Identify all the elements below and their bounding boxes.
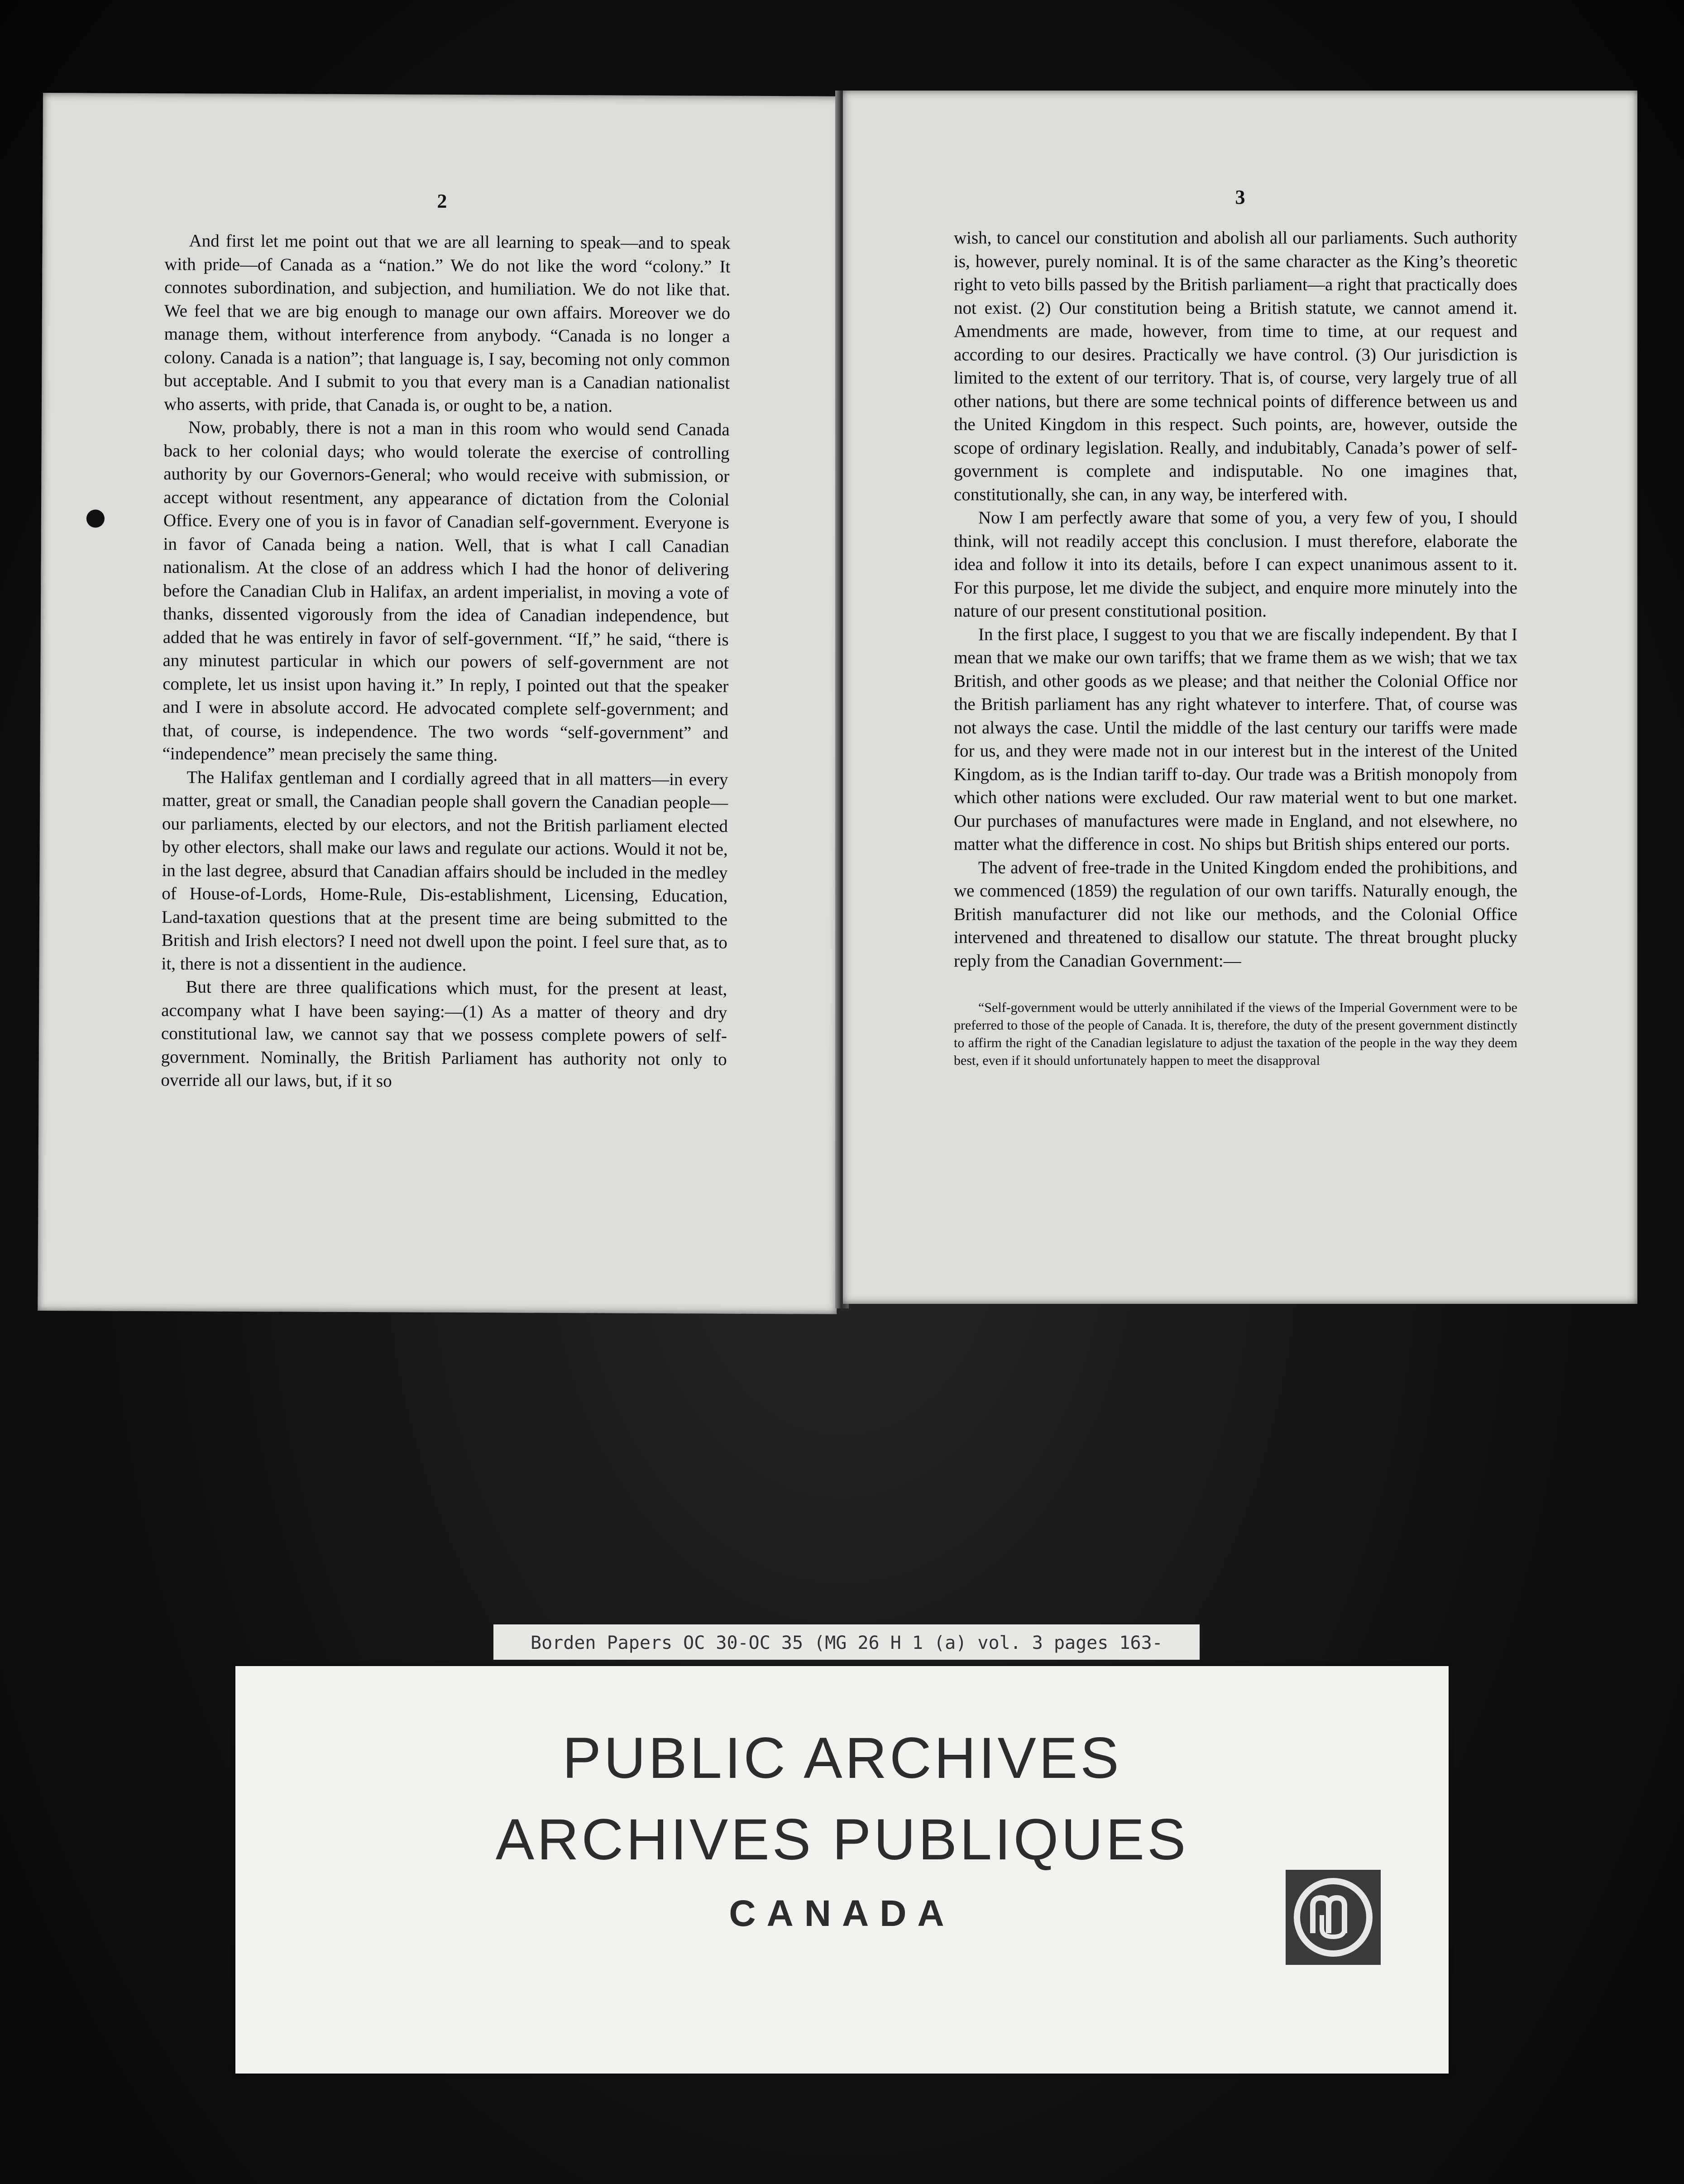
- archive-reference-slip: Borden Papers OC 30-OC 35 (MG 26 H 1 (a) vol. 3 pages 163-: [493, 1624, 1200, 1660]
- archive-title-english: PUBLIC ARCHIVES: [562, 1726, 1122, 1791]
- page-hole: [86, 509, 105, 527]
- page-number: 3: [1235, 186, 1245, 208]
- page-number: 2: [437, 190, 447, 212]
- microfilm-logo-icon: [1286, 1870, 1381, 1965]
- left-page: [38, 93, 842, 1314]
- archive-card: [235, 1666, 1449, 2074]
- right-page-text: [954, 226, 1517, 1069]
- archive-title-french: ARCHIVES PUBLIQUES: [495, 1807, 1189, 1872]
- paragraph: Now, probably, there is not a man in this room who would send Canada back to her colonial days; who would tolerate the exercise of controlling authority by our Governors-General; who would receive with submission, or accept without resentment, any appearance of dictation from the Colonial Office. Every one of you is in favor of Canadian self-government. Everyone is in favor of Canada being a nation. Well, that is what I call Canadian nationalism. At the close of an address which I had the honor of delivering before the Canadian Club in Halifax, an ardent imperialist, in moving a vote of thanks, dissented vigorously from the idea of Canadian independence, but added that he was entirely in favor of self-government. “If,” he said, “there is any minutest particular in which our powers of self-government are not complete, let us insist upon having it.” In reply, I pointed out that the speaker and I were in absolute accord. He advocated complete self-government; and that, of course, is independence. The two words “self-government” and “independence” mean precisely the same thing.: [162, 417, 730, 765]
- paragraph: The Halifax gentleman and I cordially agreed that in all matters—in every matter, great or small, the Canadian people shall govern the Canadian people—our parliaments, elected by our electors, and not the British parliament elected by other electors, shall make our laws and regulate our actions. Would it not be, in the last degree, absurd that Canadian affairs should be included in the medley of House-of-Lords, Home-Rule, Dis-establishment, Licensing, Education, Land-taxation questions that at the present time are being submitted to the British and Irish electors? I need not dwell upon the point. I feel sure that, as to it, there is not a dissentient in the audience.: [161, 767, 728, 975]
- archive-country: CANADA: [729, 1893, 955, 1934]
- paragraph: wish, to cancel our constitution and abolish all our parliaments. Such authority is, however, purely nominal. It is of the same character as the King’s theoretic right to veto bills passed by the British parliament—a right that practically does not exist. (2) Our constitution being a British statute, we cannot amend it. Amendments are made, however, from time to time, at our request and according to our desires. Practically we have control. (3) Our jurisdiction is limited to the extent of our territory. That is, of course, very largely true of all other nations, but there are some technical points of difference between us and the United Kingdom in this respect. Such points, are, however, outside the scope of ordinary legislation. Really, and indubitably, Canada’s power of self-government is complete and indisputable. No one imagines that, constitutionally, she can, in any way, be interfered with.: [954, 228, 1517, 504]
- paragraph: Now I am perfectly aware that some of you, a very few of you, I should think, will not readily accept this conclusion. I must therefore, elaborate the idea and follow it into its details, before I can expect unanimous assent to it. For this purpose, let me divide the subject, and enquire more minutely into the nature of our present constitutional position.: [954, 508, 1517, 621]
- paragraph: But there are three qualifications which must, for the present at least, accompany what I have been saying:—(1) As a matter of theory and dry constitutional law, we cannot say that we possess complete powers of self-government. Nominally, the British Parliament has authority not only to override all our laws, but, if it so: [161, 977, 727, 1091]
- left-page-text: [161, 229, 730, 1094]
- right-page: [843, 91, 1637, 1304]
- paragraph: The advent of free-trade in the United Kingdom ended the prohibitions, and we commenced (1859) the regulation of our own tariffs. Naturally enough, the British manufacturer did not like our methods, and the Colonial Office intervened and threatened to disallow our statute. The threat brought plucky reply from the Canadian Government:—: [954, 857, 1517, 971]
- paragraph: And first let me point out that we are all learning to speak—and to speak with pride—of Canada as a “nation.” We do not like the word “colony.” It connotes subordination, and subjection, and humiliation. We do not like that. We feel that we are big enough to manage our own affairs. Moreover we do manage them, without interference from anybody. “Canada is no longer a colony. Canada is a nation”; that language is, I say, becoming not only common but acceptable. And I submit to you that every man is a Canadian nationalist who asserts, with pride, that Canada is, or ought to be, a nation.: [163, 231, 731, 416]
- block-quote: “Self-government would be utterly annihilated if the views of the Imperial Government were to be preferred to those of the people of Canada. It is, therefore, the duty of the present government distinctly to affirm the right of the Canadian legislature to adjust the taxation of the people in the way they deem best, even if it should unfortunately happen to meet the disapproval: [954, 1000, 1517, 1068]
- paragraph: In the first place, I suggest to you that we are fiscally independent. By that I mean that we make our own tariffs; that we frame them as we wish; that we tax British, and other goods as we please; and that neither the Colonial Office nor the British parliament has any right whatever to interfere. That, of course was not always the case. Until the middle of the last century our tariffs were made for us, and they were made not in our interest but in the interest of the United Kingdom, as is the Indian tariff to-day. Our trade was a British monopoly from which other nations were excluded. Our raw material went to but one market. Our purchases of manufactures were made in England, and not elsewhere, no matter what the difference in cost. No ships but British ships entered our ports.: [954, 624, 1517, 854]
